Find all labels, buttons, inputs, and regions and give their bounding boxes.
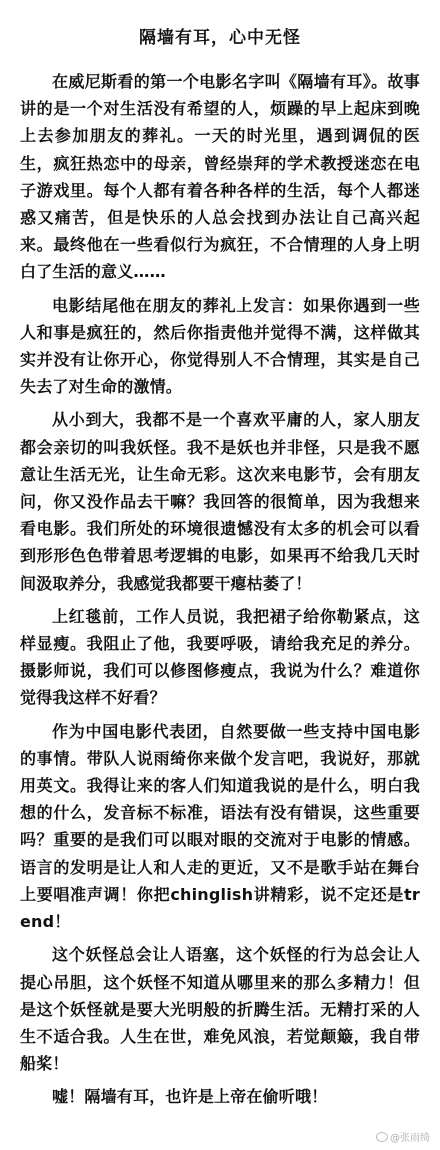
paragraph-2: 电影结尾他在朋友的葬礼上发言：如果你遇到一些人和事是疯狂的，然后你指责他并觉得不满，这样做其实并没有让你开心，你觉得别人不合情理，其实是自己失去了对生命的激情。 bbox=[20, 295, 420, 397]
watermark-text: @张雨绮 bbox=[390, 1133, 430, 1144]
article-title: 隔墙有耳，心中无怪 bbox=[139, 28, 301, 48]
paragraph-5: 作为中国电影代表团，自然要做一些支持中国电影的事情。带队人说雨绮你来做个发言吧，我说好，那就用英文。我得让来的客人们知道我说的是什么，明白我想的什么，发音标不标准，语法有没有错误，这些重要吗？重要的是我们可以眼对眼的交流对于电影的情感。语言的发明是让人和人走的更近，又不是歌手站在舞台上要唱准声调！你把chinglish讲精彩，说不定还是trend！ bbox=[20, 721, 420, 932]
paragraph-1: 在威尼斯看的第一个电影名字叫《隔墙有耳》。故事讲的是一个对生活没有希望的人，烦躁的早上起床到晚上去参加朋友的葬礼。一天的时光里，遇到调侃的医生，疯狂热恋中的母亲，曾经崇拜的学术教授迷恋在电子游戏里。每个人都有着各种各样的生活，每个人都迷惑又痛苦，但是快乐的人总会找到办法让自己高兴起来。最终他在一些看似行为疯狂，不合情理的人身上明白了生活的意义…… bbox=[20, 72, 420, 282]
paragraph-7: 嘘！隔墙有耳，也许是上帝在偷听哦！ bbox=[52, 1087, 328, 1107]
weibo-icon bbox=[376, 1132, 388, 1142]
paragraph-6: 这个妖怪总会让人语塞，这个妖怪的行为总会让人提心吊胆，这个妖怪不知道从哪里来的那么多精力！但是这个妖怪就是要大光明般的折腾生活。无精打采的人生不适合我。人生在世，难免风浪，若觉颠簸，我自带船桨！ bbox=[20, 945, 420, 1074]
weibo-watermark bbox=[376, 1129, 430, 1144]
paragraph-3: 从小到大，我都不是一个喜欢平庸的人，家人朋友都会亲切的叫我妖怪。我不是妖也并非怪，只是我不愿意让生活无光，让生命无彩。这次来电影节，会有朋友问，你又没作品去干嘛？我回答的很简单，因为我想来看电影。我们所处的环境很遗憾没有太多的机会可以看到形形色色带着思考逻辑的电影，如果再不给我几天时间汲取养分，我感觉我都要干瘪枯萎了！ bbox=[20, 410, 420, 593]
paragraph-4: 上红毯前，工作人员说，我把裙子给你勒紧点，这样显瘦。我阻止了他，我要呼吸，请给我充足的养分。摄影师说，我们可以修图修瘦点，我说为什么？难道你觉得我这样不好看？ bbox=[20, 606, 420, 708]
